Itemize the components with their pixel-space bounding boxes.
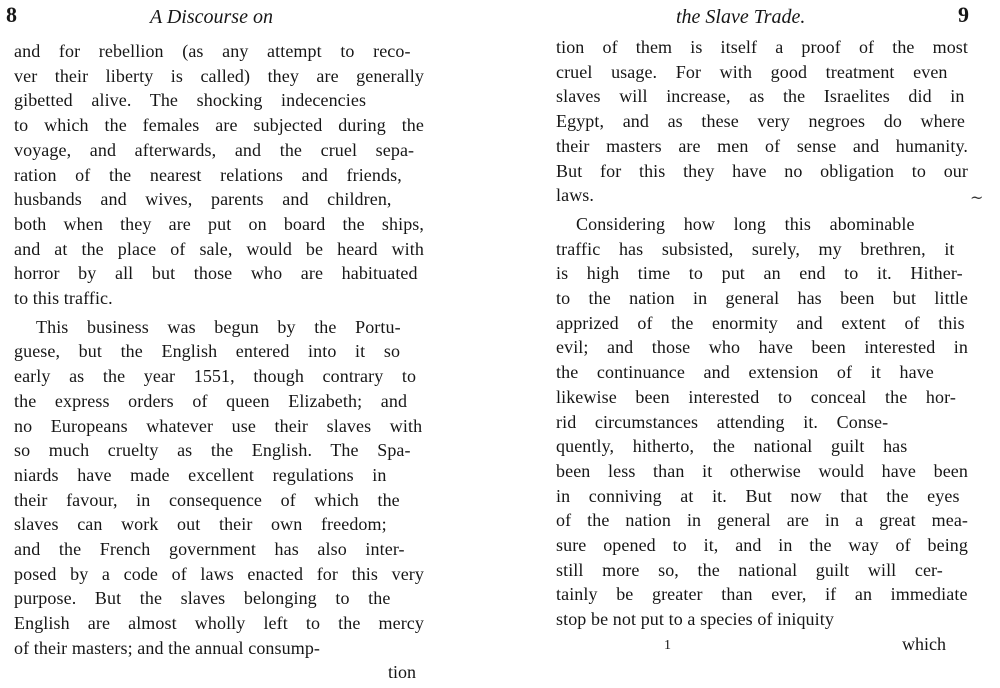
text-line: to this traffic. (14, 288, 113, 308)
left-page (0, 0, 470, 688)
text-line: husbands and wives, parents and children, (14, 189, 392, 210)
text-line: guese, but the English entered into it so (14, 341, 401, 362)
page-number-right: 9 (958, 2, 969, 27)
text-line: to which the females are subjected during the (14, 115, 424, 136)
text-line: the express orders of queen Elizabeth; and (14, 390, 408, 411)
text-line: of their masters; and the annual consump- (14, 637, 321, 658)
text-line: to the nation in general has been but little (556, 288, 968, 308)
text-line: purpose. But the slaves belonging to the (14, 588, 391, 609)
text-line: cruel usage. For with good treatment even (556, 61, 948, 82)
text-line: But for this they have no obligation to our (556, 160, 968, 181)
catchword-left: tion (388, 662, 417, 682)
text-line: and at the place of sale, would be heard with (14, 238, 424, 259)
text-line: both when they are put on board the ships, (14, 213, 424, 234)
text-line: ration of the nearest relations and friends, (14, 164, 402, 185)
text-line: no Europeans whatever use their slaves with (14, 415, 423, 436)
text-line: early as the year 1551, though contrary to (14, 366, 417, 387)
text-line: likewise been interested to conceal the hor- (556, 386, 956, 407)
text-line: Considering how long this abominable (576, 213, 915, 234)
text-line: This business was begun by the Portu- (36, 316, 401, 337)
text-line: niards have made excellent regulations in (14, 464, 387, 485)
text-line: the continuance and extension of it have (556, 362, 934, 383)
margin-mark: ~ (970, 188, 984, 207)
signature-mark: 1 (664, 638, 671, 653)
text-line: tion of them is itself a proof of the most (556, 37, 968, 57)
text-line: rid circumstances attending it. Conse- (556, 411, 889, 432)
text-line: apprized of the enormity and extent of this (556, 312, 965, 333)
text-line: and the French government has also inter- (14, 539, 405, 559)
text-line: of the nation in general are in a great mea- (556, 510, 968, 531)
text-line: sure opened to it, and in the way of being (556, 535, 968, 555)
page-number-left: 8 (6, 2, 17, 27)
text-line: horror by all but those who are habituated (14, 263, 418, 284)
text-line: so much cruelty as the English. The Spa- (14, 440, 411, 461)
text-line: their masters are men of sense and humanity. (556, 135, 968, 156)
text-line: and for rebellion (as any attempt to reco- (14, 41, 411, 61)
right-page (540, 0, 1000, 688)
text-line: traffic has subsisted, surely, my brethren, it (556, 238, 955, 259)
text-line: English are almost wholly left to the mercy (14, 613, 424, 634)
text-line: ver their liberty is called) they are generally (14, 65, 424, 86)
catchword-right: which (902, 634, 946, 654)
text-line: evil; and those who have been interested in (556, 337, 968, 358)
text-line: been less than it otherwise would have been (556, 460, 968, 481)
text-line: in conniving at it. But now that the eyes (556, 485, 960, 506)
text-line: is high time to put an end to it. Hither- (556, 263, 963, 284)
text-line: slaves can work out their own freedom; (14, 514, 387, 535)
running-head-right: the Slave Trade. (676, 6, 806, 28)
text-line: quently, hitherto, the national guilt has (556, 436, 908, 457)
running-head-left: A Discourse on (150, 6, 273, 28)
text-line: Egypt, and as these very negroes do where (556, 111, 965, 132)
text-line: still more so, the national guilt will cer- (556, 559, 943, 580)
text-line: laws. (556, 185, 594, 206)
text-line: slaves will increase, as the Israelites did in (556, 86, 965, 107)
text-line: stop be not put to a species of iniquity (556, 609, 834, 630)
text-line: gibetted alive. The shocking indecencies (14, 90, 367, 111)
text-line: their favour, in consequence of which the (14, 489, 400, 510)
text-line: tainly be greater than ever, if an immediate (556, 584, 968, 605)
text-line: posed by a code of laws enacted for this very (14, 563, 424, 584)
text-line: voyage, and afterwards, and the cruel sepa- (14, 139, 415, 160)
